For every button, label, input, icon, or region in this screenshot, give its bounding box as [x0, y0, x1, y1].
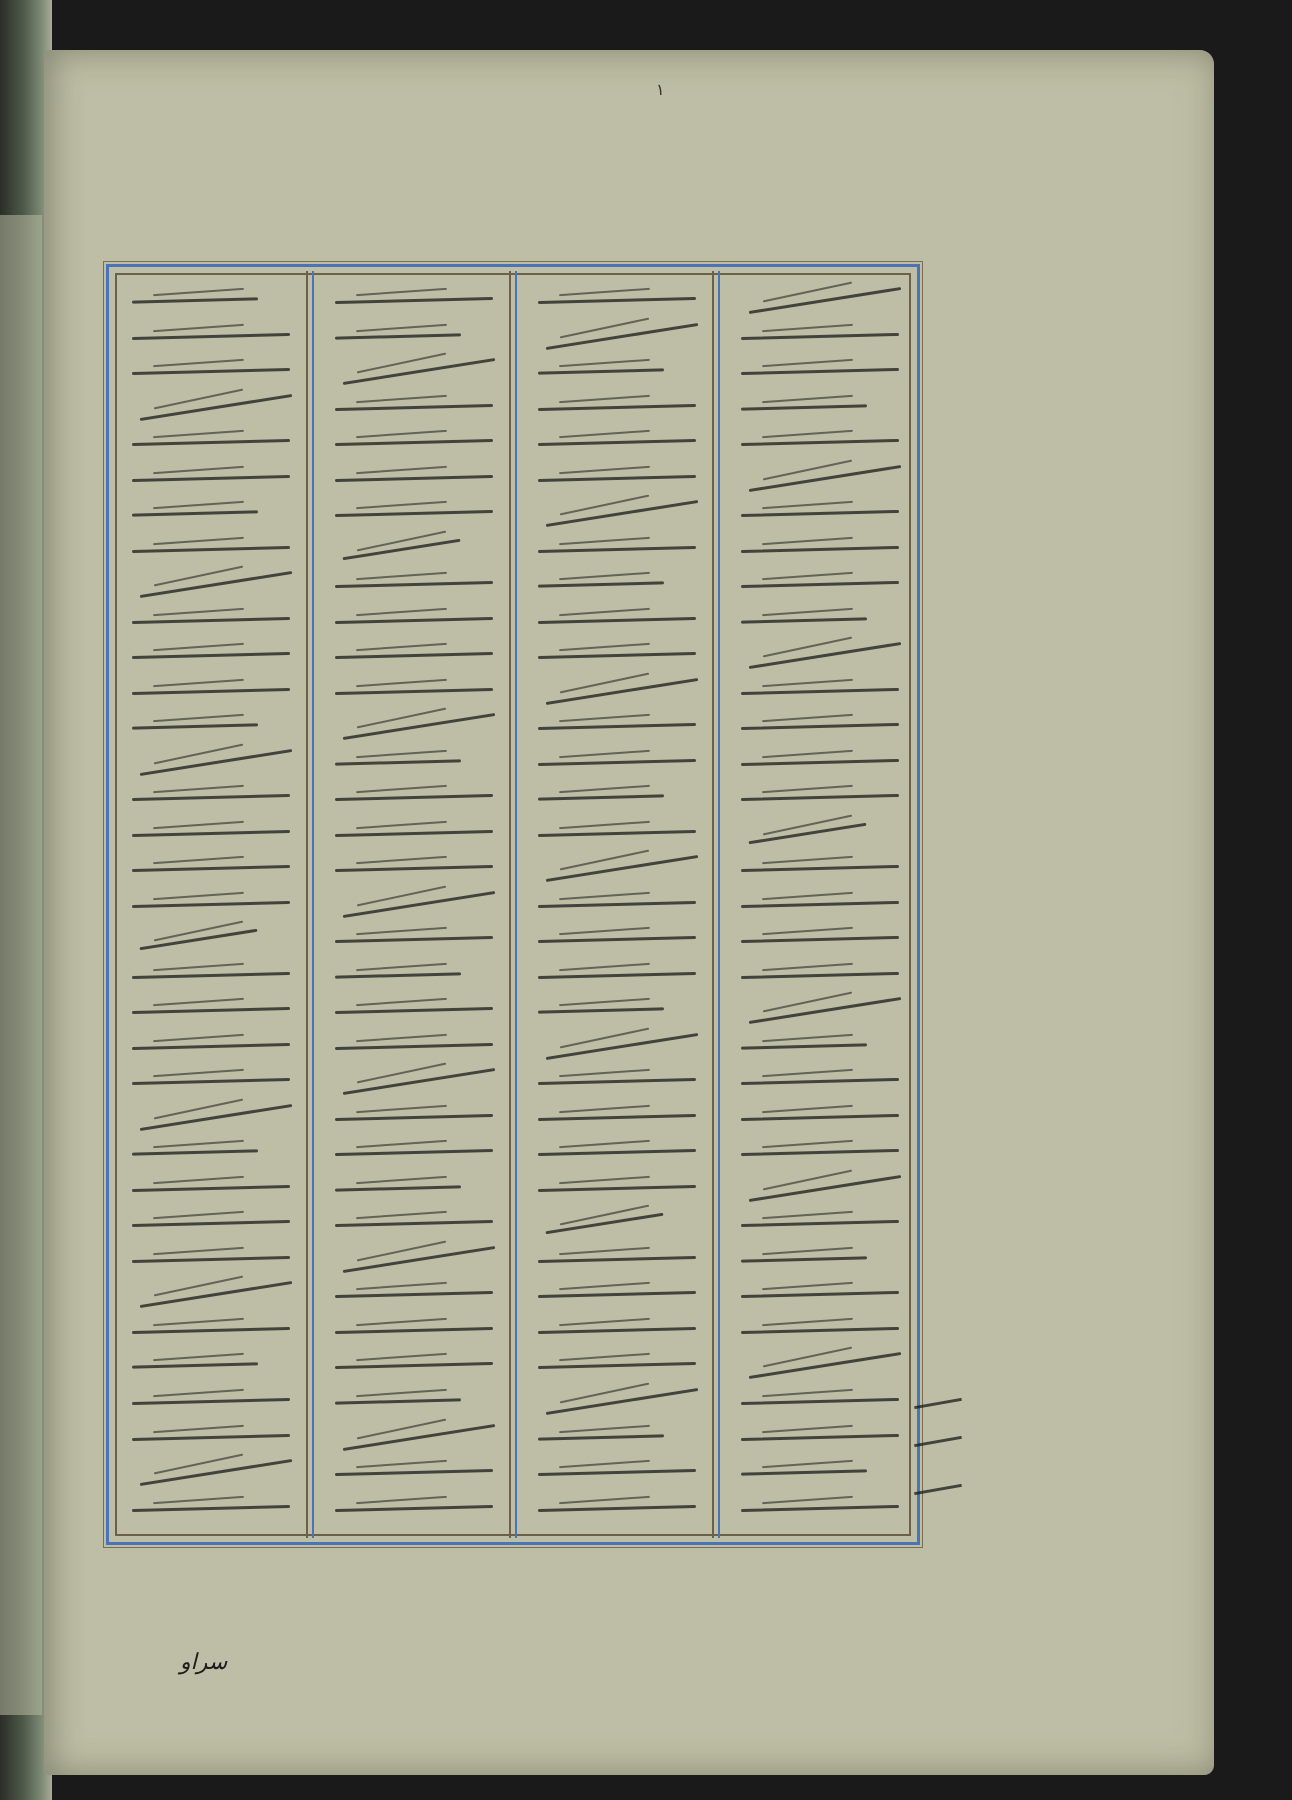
- manuscript-line: [121, 498, 296, 533]
- manuscript-line: [324, 1279, 499, 1314]
- manuscript-line: [730, 711, 905, 746]
- manuscript-line: [730, 1350, 905, 1385]
- manuscript-line: [730, 960, 905, 995]
- manuscript-line: [324, 356, 499, 391]
- manuscript-line: [527, 1244, 702, 1279]
- manuscript-line: [324, 534, 499, 569]
- manuscript-line: [121, 1422, 296, 1457]
- manuscript-line: [121, 889, 296, 924]
- manuscript-line: [121, 995, 296, 1030]
- manuscript-line: [730, 1493, 905, 1528]
- text-frame: [106, 264, 920, 1545]
- manuscript-line: [527, 1422, 702, 1457]
- manuscript-line: [121, 853, 296, 888]
- manuscript-line: [324, 392, 499, 427]
- manuscript-line: [121, 818, 296, 853]
- manuscript-line: [121, 924, 296, 959]
- manuscript-line: [730, 889, 905, 924]
- manuscript-line: [730, 1066, 905, 1101]
- manuscript-line: [730, 569, 905, 604]
- manuscript-line: [527, 747, 702, 782]
- manuscript-line: [527, 1031, 702, 1066]
- catchword: سراو: [180, 1650, 228, 1675]
- manuscript-line: [730, 818, 905, 853]
- manuscript-line: [527, 1102, 702, 1137]
- manuscript-line: [121, 1173, 296, 1208]
- manuscript-line: [121, 605, 296, 640]
- manuscript-line: [730, 463, 905, 498]
- manuscript-line: [730, 1102, 905, 1137]
- manuscript-line: [527, 1315, 702, 1350]
- manuscript-line: [121, 569, 296, 604]
- manuscript-line: [730, 1315, 905, 1350]
- manuscript-line: [121, 747, 296, 782]
- manuscript-line: [324, 747, 499, 782]
- manuscript-line: [121, 640, 296, 675]
- manuscript-line: [324, 427, 499, 462]
- manuscript-line: [730, 676, 905, 711]
- manuscript-line: [730, 1208, 905, 1243]
- manuscript-line: [324, 676, 499, 711]
- text-column-1: [722, 271, 913, 1538]
- manuscript-line: [730, 1137, 905, 1172]
- manuscript-line: [527, 605, 702, 640]
- manuscript-line: [527, 392, 702, 427]
- manuscript-line: [730, 285, 905, 320]
- manuscript-line: [730, 605, 905, 640]
- manuscript-line: [121, 392, 296, 427]
- text-column-4: [113, 271, 304, 1538]
- manuscript-line: [527, 534, 702, 569]
- manuscript-line: [324, 1102, 499, 1137]
- folio-number: ۱: [656, 80, 665, 99]
- manuscript-line: [121, 1137, 296, 1172]
- manuscript-line: [730, 782, 905, 817]
- manuscript-line: [121, 427, 296, 462]
- manuscript-line: [730, 1457, 905, 1492]
- manuscript-line: [324, 853, 499, 888]
- manuscript-line: [324, 1066, 499, 1101]
- manuscript-line: [730, 640, 905, 675]
- manuscript-line: [121, 1279, 296, 1314]
- manuscript-line: [121, 676, 296, 711]
- manuscript-line: [730, 498, 905, 533]
- manuscript-line: [324, 1386, 499, 1421]
- text-column-3: [316, 271, 507, 1538]
- manuscript-line: [730, 1173, 905, 1208]
- manuscript-line: [527, 1066, 702, 1101]
- manuscript-line: [527, 1173, 702, 1208]
- manuscript-line: [121, 782, 296, 817]
- manuscript-line: [527, 640, 702, 675]
- manuscript-line: [121, 1350, 296, 1385]
- manuscript-line: [730, 995, 905, 1030]
- manuscript-line: [730, 1279, 905, 1314]
- manuscript-line: [324, 960, 499, 995]
- manuscript-line: [527, 427, 702, 462]
- manuscript-line: [324, 1315, 499, 1350]
- manuscript-line: [324, 711, 499, 746]
- manuscript-line: [527, 285, 702, 320]
- manuscript-line: [324, 1137, 499, 1172]
- manuscript-line: [324, 285, 499, 320]
- manuscript-line: [324, 1493, 499, 1528]
- manuscript-line: [527, 463, 702, 498]
- column-rule: [710, 271, 722, 1538]
- manuscript-line: [324, 1173, 499, 1208]
- manuscript-line: [730, 392, 905, 427]
- manuscript-line: [324, 1350, 499, 1385]
- manuscript-line: [527, 853, 702, 888]
- manuscript-line: [121, 534, 296, 569]
- manuscript-line: [324, 463, 499, 498]
- manuscript-line: [324, 924, 499, 959]
- manuscript-line: [527, 818, 702, 853]
- manuscript-line: [730, 356, 905, 391]
- manuscript-line: [527, 960, 702, 995]
- manuscript-line: [324, 818, 499, 853]
- manuscript-line: [527, 711, 702, 746]
- manuscript-line: [527, 1137, 702, 1172]
- manuscript-line: [324, 1244, 499, 1279]
- manuscript-line: [324, 640, 499, 675]
- manuscript-line: [324, 1208, 499, 1243]
- text-column-2: [519, 271, 710, 1538]
- manuscript-line: [527, 1350, 702, 1385]
- manuscript-line: [527, 1279, 702, 1314]
- manuscript-line: [527, 498, 702, 533]
- manuscript-line: [324, 321, 499, 356]
- facing-page-sliver: [0, 215, 42, 1715]
- manuscript-line: [527, 1457, 702, 1492]
- manuscript-line: [121, 285, 296, 320]
- manuscript-line: [527, 569, 702, 604]
- manuscript-line: [730, 924, 905, 959]
- manuscript-line: [527, 676, 702, 711]
- column-rule: [304, 271, 316, 1538]
- text-columns: [113, 271, 913, 1538]
- column-rule: [507, 271, 519, 1538]
- manuscript-line: [730, 853, 905, 888]
- manuscript-line: [324, 498, 499, 533]
- manuscript-line: [730, 321, 905, 356]
- manuscript-line: [121, 711, 296, 746]
- manuscript-line: [121, 1244, 296, 1279]
- manuscript-line: [121, 1493, 296, 1528]
- manuscript-line: [527, 1386, 702, 1421]
- manuscript-line: [527, 782, 702, 817]
- manuscript-line: [324, 995, 499, 1030]
- manuscript-line: [324, 1422, 499, 1457]
- manuscript-line: [324, 569, 499, 604]
- manuscript-line: [121, 356, 296, 391]
- manuscript-line: [121, 1031, 296, 1066]
- manuscript-line: [121, 1208, 296, 1243]
- manuscript-line: [730, 1386, 905, 1421]
- manuscript-line: [730, 1244, 905, 1279]
- manuscript-line: [121, 463, 296, 498]
- manuscript-line: [730, 1422, 905, 1457]
- manuscript-line: [324, 1457, 499, 1492]
- manuscript-line: [527, 356, 702, 391]
- manuscript-line: [527, 1208, 702, 1243]
- manuscript-line: [324, 1031, 499, 1066]
- manuscript-line: [121, 1386, 296, 1421]
- manuscript-line: [527, 889, 702, 924]
- manuscript-line: [121, 1315, 296, 1350]
- manuscript-line: [121, 1102, 296, 1137]
- manuscript-line: [121, 321, 296, 356]
- manuscript-line: [121, 960, 296, 995]
- manuscript-line: [324, 605, 499, 640]
- manuscript-line: [730, 534, 905, 569]
- manuscript-line: [121, 1066, 296, 1101]
- manuscript-line: [730, 747, 905, 782]
- manuscript-line: [527, 321, 702, 356]
- manuscript-line: [730, 1031, 905, 1066]
- manuscript-line: [730, 427, 905, 462]
- manuscript-line: [527, 1493, 702, 1528]
- manuscript-line: [527, 924, 702, 959]
- manuscript-line: [121, 1457, 296, 1492]
- manuscript-line: [324, 782, 499, 817]
- manuscript-line: [527, 995, 702, 1030]
- manuscript-line: [324, 889, 499, 924]
